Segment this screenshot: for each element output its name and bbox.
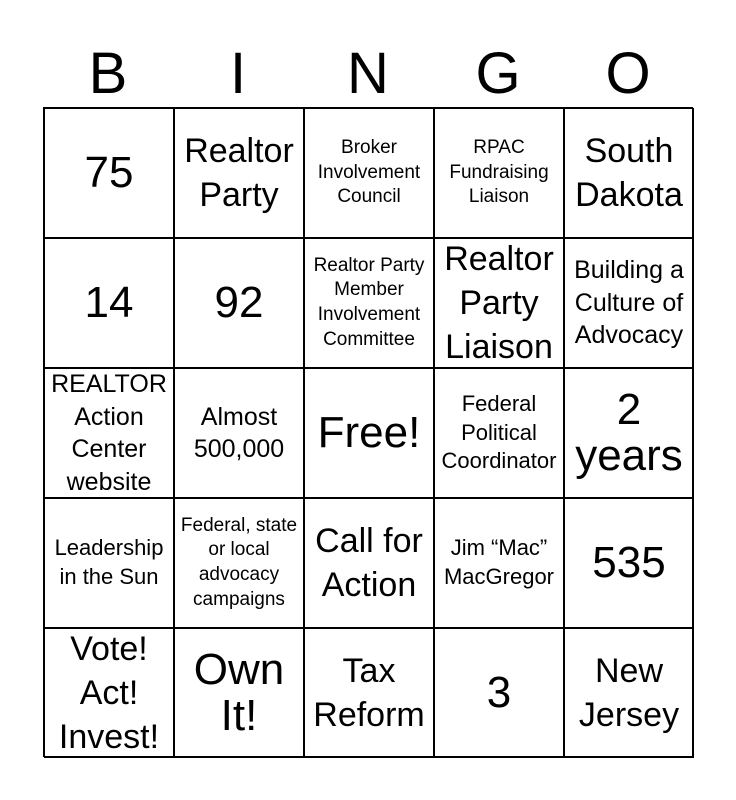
bingo-cell[interactable]: Realtor Party Liaison [434, 238, 564, 368]
bingo-cell[interactable]: Vote! Act! Invest! [44, 628, 174, 758]
bingo-cell[interactable]: Own It! [174, 628, 304, 758]
bingo-cell[interactable]: 3 [434, 628, 564, 758]
bingo-cell[interactable]: 535 [564, 498, 694, 628]
header-letter-g: G [475, 41, 521, 106]
bingo-cell[interactable]: 2 years [564, 368, 694, 498]
bingo-cell[interactable]: 14 [44, 238, 174, 368]
bingo-cell[interactable]: Call for Action [304, 498, 434, 628]
bingo-cell[interactable]: Realtor Party [174, 108, 304, 238]
bingo-cell[interactable]: REALTOR Action Center website [44, 368, 174, 498]
bingo-cell[interactable]: 75 [44, 108, 174, 238]
header-letter-o: O [605, 41, 651, 106]
bingo-cell[interactable]: Federal, state or local advocacy campaigns [174, 498, 304, 628]
header-letter-b: B [88, 41, 128, 106]
bingo-cell[interactable]: Leadership in the Sun [44, 498, 174, 628]
bingo-header [43, 40, 693, 108]
bingo-cell[interactable]: Almost 500,000 [174, 368, 304, 498]
bingo-cell[interactable]: Jim “Mac” MacGregor [434, 498, 564, 628]
bingo-cell[interactable]: RPAC Fundraising Liaison [434, 108, 564, 238]
bingo-card [43, 107, 693, 757]
header-letter-i: I [229, 41, 247, 106]
bingo-cell[interactable]: New Jersey [564, 628, 694, 758]
bingo-cell[interactable]: Broker Involvement Council [304, 108, 434, 238]
bingo-cell-free-space[interactable]: Free! [304, 368, 434, 498]
bingo-cell[interactable]: Building a Culture of Advocacy [564, 238, 694, 368]
bingo-cell[interactable]: South Dakota [564, 108, 694, 238]
bingo-cell[interactable]: Federal Political Coordinator [434, 368, 564, 498]
header-letter-n: N [347, 41, 389, 106]
bingo-cell[interactable]: Tax Reform [304, 628, 434, 758]
bingo-cell[interactable]: Realtor Party Member Involvement Committee [304, 238, 434, 368]
bingo-cell[interactable]: 92 [174, 238, 304, 368]
